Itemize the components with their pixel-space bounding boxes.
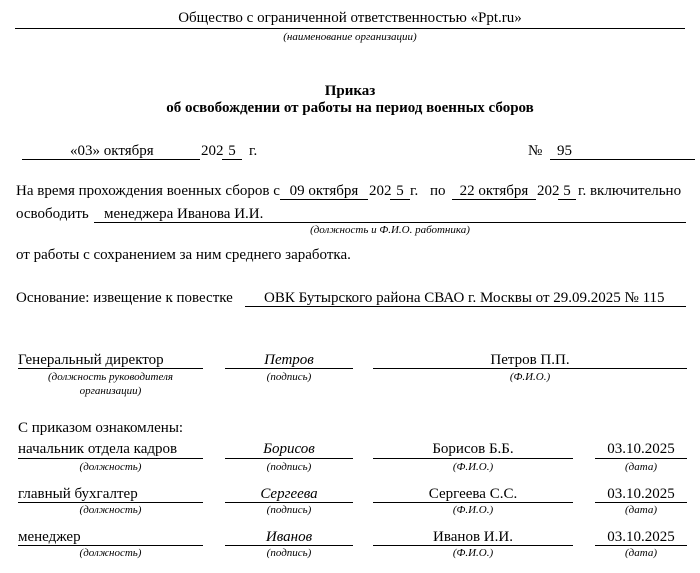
to-date-underline (452, 199, 536, 200)
basis-value: ОВК Бутырского района СВАО г. Москвы от 29.09.2025 № 115 (264, 290, 665, 306)
from-date-underline (280, 199, 368, 200)
director-signature-underline (225, 368, 353, 369)
body-intro: На время прохождения военных сборов с (16, 183, 280, 199)
to-year-underline (558, 199, 576, 200)
to-date: 22 октября (459, 183, 529, 199)
order-date: «03» октября (70, 143, 154, 159)
acquainted-position-caption: (должность) (79, 504, 142, 516)
acquainted-name: Иванов И.И. (433, 529, 513, 545)
order-number-label: № (528, 143, 543, 159)
order-date-underline (22, 159, 200, 160)
acquainted-date-caption: (дата) (625, 461, 657, 473)
acquainted-position-underline (18, 458, 203, 459)
acquainted-position-underline (18, 545, 203, 546)
acquainted-date-caption: (дата) (625, 504, 657, 516)
to-year-prefix: 202 (537, 183, 560, 199)
to-label: по (430, 183, 446, 199)
acquainted-name-caption: (Ф.И.О.) (452, 461, 494, 473)
order-year-prefix: 202 (201, 143, 224, 159)
acquainted-position: начальник отдела кадров (18, 441, 178, 457)
acquainted-date: 03.10.2025 (607, 441, 675, 457)
from-year-underline (390, 199, 410, 200)
to-year-suffix: г. включительно (578, 183, 682, 199)
release-label: освободить (16, 206, 89, 222)
to-year-digit: 5 (563, 183, 571, 199)
acquainted-position-caption: (должность) (79, 547, 142, 559)
director-signature-caption: (подпись) (266, 371, 312, 383)
from-year-suffix: г. (410, 183, 419, 199)
order-year-underline (222, 159, 242, 160)
director-name-underline (373, 368, 687, 369)
acquainted-date-underline (595, 545, 687, 546)
pay-text: от работы с сохранением за ним среднего заработка. (16, 247, 351, 263)
basis-underline (245, 306, 686, 307)
from-year-digit: 5 (396, 183, 404, 199)
director-position-caption-2: организации) (79, 385, 142, 397)
director-position-underline (18, 368, 203, 369)
director-signature: Петров (264, 352, 314, 368)
acquainted-name-underline (373, 502, 573, 503)
organization-name: Общество с ограниченной ответственностью «Ppt.ru» (178, 10, 522, 26)
acquainted-name-caption: (Ф.И.О.) (452, 504, 494, 516)
acquainted-position-underline (18, 502, 203, 503)
acquainted-signature-caption: (подпись) (266, 547, 312, 559)
acquainted-date: 03.10.2025 (607, 486, 675, 502)
acquainted-position-caption: (должность) (79, 461, 142, 473)
order-year-suffix: г. (249, 143, 258, 159)
acquainted-signature: Сергеева (260, 486, 318, 502)
director-position-caption-1: (должность руководителя (48, 371, 173, 383)
from-year-prefix: 202 (369, 183, 392, 199)
order-number-underline (550, 159, 695, 160)
order-year-digit: 5 (228, 143, 236, 159)
acquainted-name-underline (373, 458, 573, 459)
acquainted-date-underline (595, 458, 687, 459)
acquainted-name-caption: (Ф.И.О.) (452, 547, 494, 559)
acquainted-signature-underline (225, 458, 353, 459)
basis-label: Основание: извещение к повестке (16, 290, 233, 306)
director-name-caption: (Ф.И.О.) (509, 371, 551, 383)
acquainted-signature-underline (225, 545, 353, 546)
acquainted-heading: С приказом ознакомлены: (18, 420, 184, 436)
document-subtitle: об освобождении от работы на период военных сборов (166, 100, 534, 116)
acquainted-position: главный бухгалтер (18, 486, 138, 502)
employee-name: менеджера Иванова И.И. (104, 206, 264, 222)
acquainted-name-underline (373, 545, 573, 546)
acquainted-signature: Борисов (263, 441, 315, 457)
from-date: 09 октября (289, 183, 359, 199)
acquainted-date-caption: (дата) (625, 547, 657, 559)
acquainted-date-underline (595, 502, 687, 503)
acquainted-signature-caption: (подпись) (266, 504, 312, 516)
director-name: Петров П.П. (490, 352, 570, 368)
acquainted-signature: Иванов (265, 529, 313, 545)
employee-underline (94, 222, 686, 223)
director-position: Генеральный директор (18, 352, 164, 368)
order-number: 95 (557, 143, 572, 159)
acquainted-name: Борисов Б.Б. (432, 441, 514, 457)
organization-caption: (наименование организации) (283, 31, 417, 43)
acquainted-name: Сергеева С.С. (428, 486, 518, 502)
acquainted-signature-caption: (подпись) (266, 461, 312, 473)
organization-underline (15, 28, 685, 29)
acquainted-date: 03.10.2025 (607, 529, 675, 545)
acquainted-position: менеджер (18, 529, 81, 545)
acquainted-signature-underline (225, 502, 353, 503)
document-title: Приказ (324, 83, 376, 99)
employee-caption: (должность и Ф.И.О. работника) (310, 224, 470, 236)
